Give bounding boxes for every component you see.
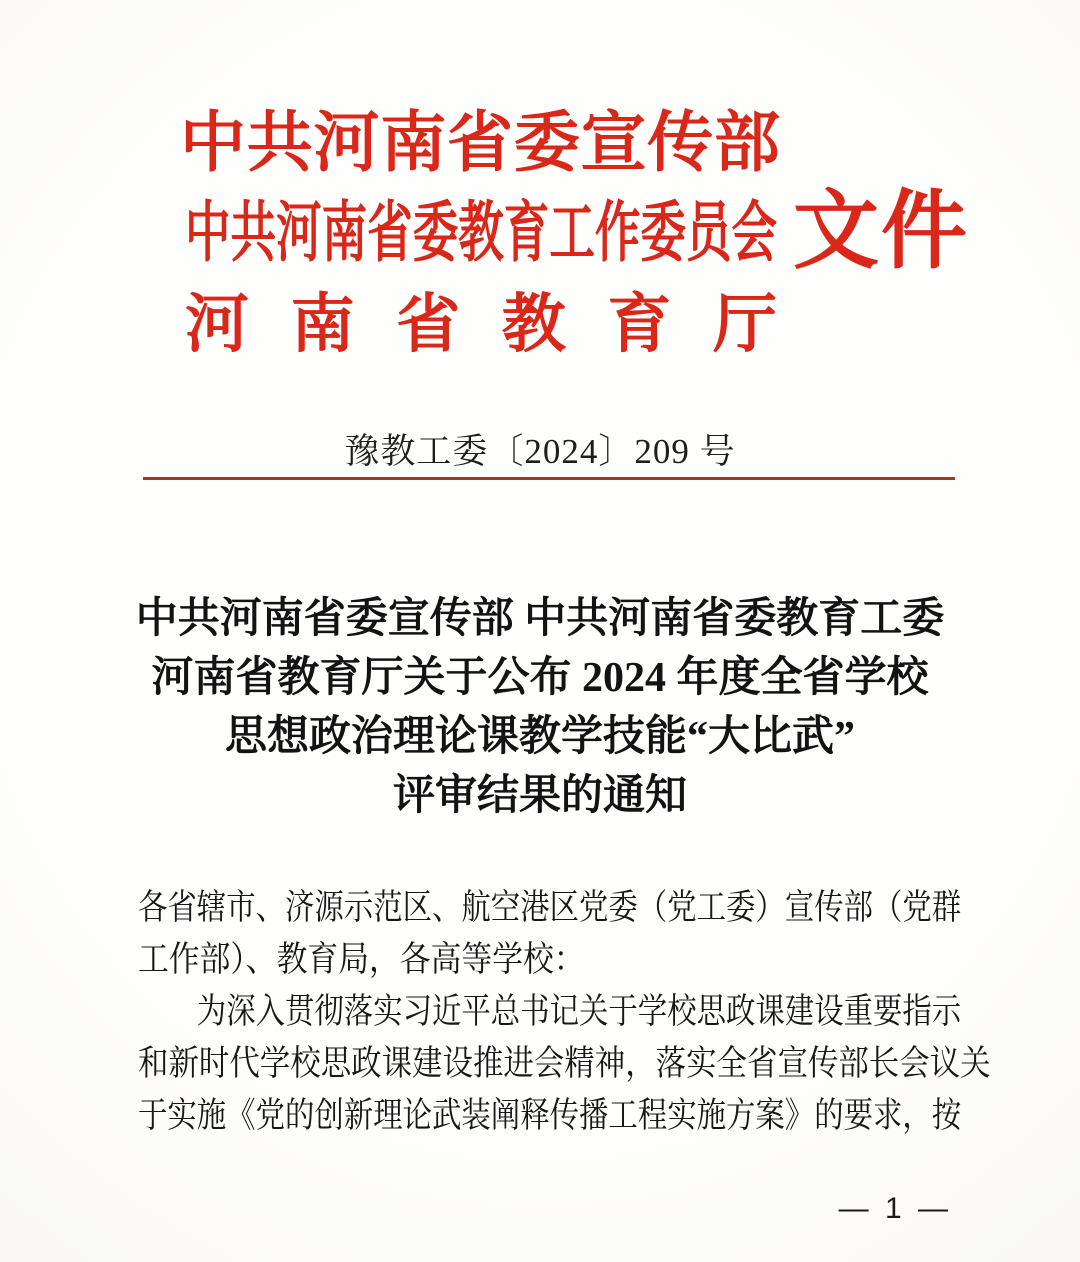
document-title-line: 中共河南省委宣传部 中共河南省委教育工委 — [135, 596, 945, 642]
body-paragraph-line: 于实施《党的创新理论武装阐释传播工程实施方案》的要求，按 — [138, 1096, 962, 1135]
document-title-line: 河南省教育厅关于公布 2024 年度全省学校 — [151, 655, 929, 701]
body-paragraph-line: 为深入贯彻落实习近平总书记关于学校思政课建设重要指示 — [196, 992, 962, 1031]
document-title-line: 思想政治理论课教学技能“大比武” — [224, 714, 855, 760]
document-reference-number: 豫教工委〔2024〕209 号 — [344, 432, 736, 471]
letterhead-org-line-3: 河南省教育厅 — [185, 289, 777, 360]
letterhead-org-line-2-text: 中共河南省委教育工作委员会 — [185, 197, 778, 270]
document-title — [0, 590, 1080, 826]
red-divider-line — [143, 477, 955, 480]
body-paragraph-line: 和新时代学校思政课建设推进会精神，落实全省宣传部长会议关 — [138, 1044, 991, 1083]
document-body — [138, 882, 991, 1142]
salutation-line: 工作部）、教育局，各高等学校： — [138, 940, 585, 979]
letterhead-org-line-2 — [185, 198, 780, 271]
document-title-line: 评审结果的通知 — [392, 773, 687, 819]
letterhead-org-line-1: 中共河南省委宣传部 — [180, 107, 780, 180]
page-number: — 1 — — [838, 1192, 952, 1225]
salutation-line: 各省辖市、济源示范区、航空港区党委（党工委）宣传部（党群 — [138, 888, 962, 927]
letterhead-document-word: 文件 — [793, 183, 969, 279]
